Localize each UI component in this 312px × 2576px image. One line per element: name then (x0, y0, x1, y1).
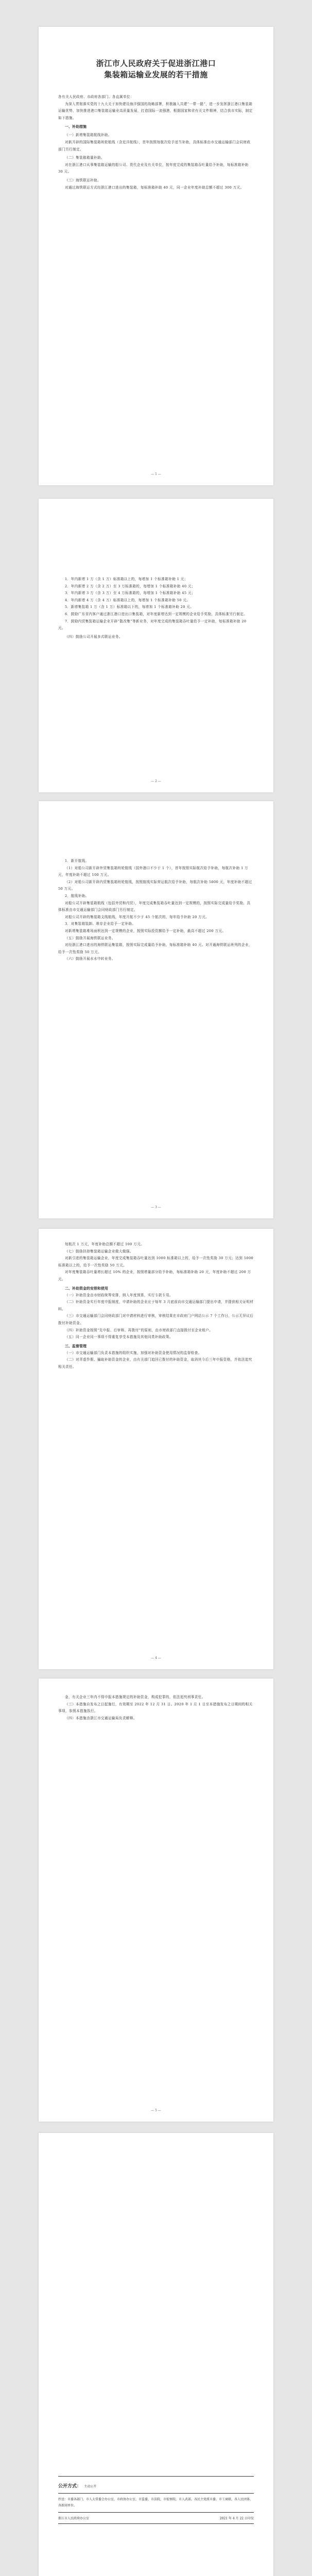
paragraph: 每航次 1 万元，年度补助总额不超过 100 万元。 (65, 1242, 145, 1246)
divider (58, 2523, 254, 2524)
document-page-6 (39, 2133, 273, 2576)
paragraph: 2．航线补助。 (65, 893, 89, 898)
paragraph: （一）市交通运输部门负责本措施的组织实施，加强对补助资金使用情况的监督检查。 (65, 1350, 202, 1355)
page-number: — 5 — (151, 2109, 161, 2112)
paragraph: 对在浙江港口从事集装箱运输的船公司、货代企业及有关单位，按年度完成的集装箱吞吐量给予补助，每标准箱补助 30 元。 (58, 162, 249, 174)
paragraph: 对通过海铁联运方式经浙江港口进出的集装箱，每标准箱补助 40 元，同一企业年度补助总额不超过 300 万元。 (65, 185, 244, 190)
list-item: 4．年内新增 4 万（含 4 万）标准箱以上的，每增加 1 个标准箱补助 50 元。 (65, 598, 190, 602)
page-number: — 1 — (151, 472, 161, 476)
subsection-heading: （二）集装箱箱量补助。 (65, 156, 105, 160)
subsection-heading: （四）鼓励公司开展多式联运业务。 (65, 634, 123, 639)
subsection-heading: （三）海铁联运补助。 (65, 178, 101, 182)
paragraph: （七）鼓励扶持集装箱运输企业做大做强。 (65, 1249, 133, 1253)
paragraph: 对年度集装箱吞吐量增长超过 10% 的企业，按照增量部分给予补助，每标准箱补助 20 元，年度补助不超过 200 万元。 (58, 1270, 251, 1281)
document-page-2 (39, 499, 273, 792)
paragraph: （四）补助资金按照“先申报、后审核、再拨付”的原则，由市财政部门直接拨付至企业账户。 (65, 1328, 213, 1332)
subsection-heading: （一）新增集装箱航线补助。 (65, 133, 112, 138)
paragraph: 对船公司开辟集装箱航线（包括外贸和内贸），年度完成集装箱吞吐量达到一定规模的，按照实际完成量给予奖励，具体标准由市交通运输部门会同财政部门另行制定。 (58, 901, 251, 912)
paragraph: （五）鼓励开展海铁联运业务。 (65, 936, 115, 940)
list-item: 6．鼓励广东省内客户通过浙江港口进出口集装箱，对年度新增达到一定规模的企业给予奖励，具体标准另行制定。 (65, 612, 248, 616)
document-title-line-2: 集装箱运输业发展的若干措施 (104, 70, 208, 79)
paragraph: （2）对船公司新开辟内贸集装箱班轮航线，按照航线实际营运航次给予补助，每航次补助 5000 元，年度补助不超过 50 万元。 (58, 879, 252, 891)
paragraph: 金，有关企业三年内不得申报本措施规定的补助资金，构成犯罪的，依法追究刑事责任。 (65, 1695, 205, 1699)
salutation: 各有关人民政府、市政府各部门、各直属单位： (58, 95, 134, 99)
publication-value: 主动公开 (84, 2485, 97, 2488)
list-item: 3．年内新增 3 万（含 3 万）至 4 万标准箱的，每增加 1 个标准箱补助 45 元； (65, 591, 195, 596)
paragraph: （六）鼓励开展水水中转业务。 (65, 957, 115, 961)
paragraph: （二）对弄虚作假、骗取补助资金的企业，由有关部门追回已拨付的补助资金，取消其今后三年申报资格，并依法追究相关责任。 (58, 1358, 252, 1369)
document-page-5 (39, 1679, 273, 2122)
divider (58, 2512, 254, 2513)
paragraph: 对新开辟的国际集装箱班轮航线（含近洋航线），首年按照每航次给予适当补助，具体标准由市交通运输部门会同财政部门另行制定。 (58, 140, 251, 151)
list-item: 5．新增集装箱 1 万（含 1 万）标准箱以下的，每增加 1 个标准箱补助 20 元。 (65, 605, 194, 609)
intro-paragraph: 为深入贯彻落实党的十九大关于加快建设海洋强国的战略部署，积极融入共建“一带一路”，进一步发挥浙江港口集装箱运输优势，加快推进港口集装箱运输业高质量发展，打造国际一流强港，根据国家和省有关文件精神，结合我市实际，制定如下措施。 (58, 101, 253, 120)
section-heading-2: 二、补助资金的安排和使用 (65, 1286, 108, 1291)
paragraph: （一）补助资金由市财政统筹安排，纳入年度预算，实行专款专用。 (65, 1293, 173, 1297)
section-heading-3: 三、监督管理 (65, 1344, 86, 1348)
paragraph: （二）补助资金实行年度申报制度，申请补助的企业应于每年 3 月底前向市交通运输部门提出申请，并提供相关证明材料。 (58, 1300, 254, 1311)
document-footer (58, 2473, 254, 2527)
paragraph: （1）对船公司新开辟外贸集装箱班轮航线（国外港口不少于 1 个），首年按照实际航次给予补助，每航次补助 1 万元，年度补助不超过 100 万元。 (58, 866, 249, 877)
paragraph: （五）同一企业同一事项不得重复享受本措施及其他同类补助政策。 (65, 1335, 173, 1340)
page-number: — 2 — (151, 779, 161, 783)
issue-date: 2021 年 4 月 22 日印发 (219, 2517, 254, 2520)
page-number: — 3 — (151, 1206, 161, 1209)
paragraph: 3．对集装箱装卸、堆存企业给予一定补助。 (65, 922, 136, 926)
document-title-line-1: 浙江市人民政府关于促进浙江港口 (96, 59, 216, 68)
paragraph: （三）市交通运输部门会同财政部门对申请材料进行审核，审核结果在市政府门户网站公示 7 个工作日，公示无异议后拨付补助资金。 (58, 1314, 254, 1325)
document-page-3 (39, 801, 273, 1218)
paragraph: 对船公司开辟的集装箱支线航线，年度开航不少于 45 个航次的，每年给予补助 20 万元。 (65, 914, 210, 919)
page-number: — 4 — (151, 1656, 161, 1660)
publication-label: 公开方式： (58, 2484, 82, 2489)
publication-method (58, 2480, 254, 2490)
paragraph: （三）本措施自发布之日起施行，有效期至 2022 年 12 月 31 日。2020 年 1 月 1 日至本措施发布之日期间的相关事项，参照本措施执行。 (58, 1702, 253, 1714)
cc-list: 抄送：市委各部门，市人大常委会办公室，市政协办公室，市监委，市法院，市检察院，市人武部，各民主党派市委，市工商联，各人民团体，各新闻单位。 (58, 2498, 253, 2507)
document-page-4 (39, 1229, 273, 1669)
paragraph: （四）本措施由浙江市交通运输局负责解释。 (65, 1716, 137, 1720)
document-page-1 (39, 27, 273, 485)
divider (58, 2493, 254, 2494)
paragraph: 对经浙江港口进出的海铁联运集装箱，按照实际完成量给予补助，每标准箱补助 40 元。对开通海铁联运班列的企业，给予一次性奖励 50 万元。 (58, 943, 252, 954)
paragraph: 对新增集装箱堆场面积达到一定规模的企业，按照实际投资额给予一定补助，最高不超过 200 万元。 (65, 928, 226, 933)
paragraph: 1．新开航线。 (65, 859, 89, 863)
list-item: 1．年内新增 1 万（含 1 万）标准箱以上的，每增加 1 个标准箱补助 1 元； (65, 577, 188, 581)
paragraph: 对新引进的集装箱运输企业，年度完成集装箱吞吐量达到 1000 标准箱以上的，给予一次性奖励 30 万元；达到 5000 标准箱以上的，给予一次性奖励 50 万元。 (58, 1256, 254, 1267)
list-item: 2．年内新增 2 万（含 2 万）至 3 万标准箱的，每增加 1 个标准箱补助 40 元； (65, 584, 195, 588)
issuing-office: 浙江市人民政府办公室 (58, 2517, 90, 2520)
divider (58, 2476, 254, 2477)
issuer-row (58, 2516, 254, 2520)
section-heading-1: 一、补助措施 (65, 125, 86, 129)
list-item: 7．鼓励内贸集装箱运输企业开辟“散改集”等新业务，对年度完成的集装箱吞吐量给予一定补助，每标准箱补助 20 元。 (58, 619, 247, 631)
